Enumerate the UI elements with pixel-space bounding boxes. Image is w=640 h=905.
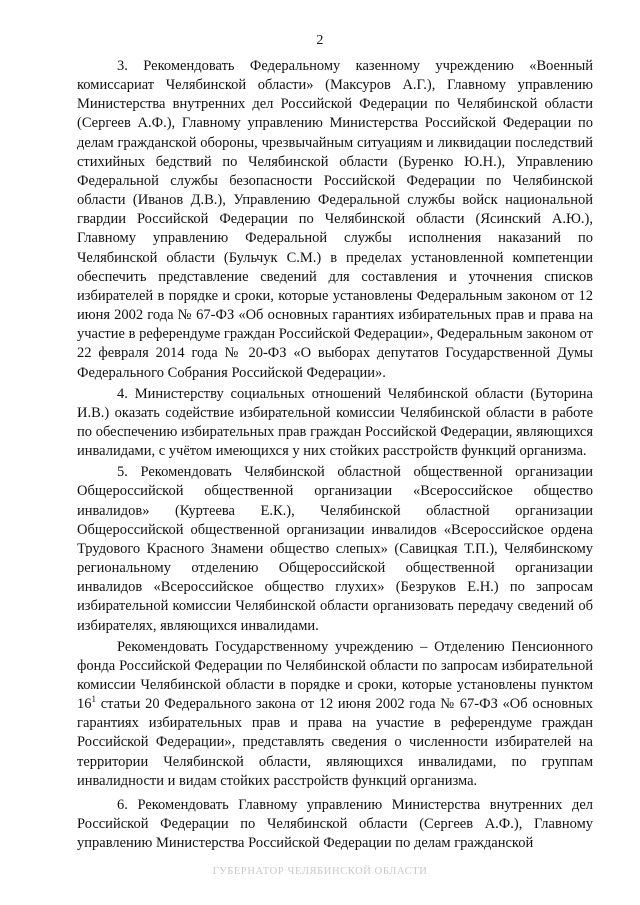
paragraph-pension-fund-text-after: статьи 20 Федерального закона от 12 июня 2002 года № 67-ФЗ «Об основных гарантиях избирательных прав и права на участие в референдуме граждан Российской Федерации», представлять сведения о численности избирателей на территории Челябинской области, являющихся инвалидами, по группам инвалидности и видам стойких расстройств функций организма. <box>77 696 593 789</box>
paragraph-6: 6. Рекомендовать Главному управлению Министерства внутренних дел Российской Федерации по Челябинской области (Сергеев А.Ф.), Главному управлению Министерства Российской Федерации по делам гражданской <box>77 796 593 852</box>
paragraph-5: 5. Рекомендовать Челябинской областной общественной организации Общероссийской общественной организации «Всероссийское общество инвалидов» (Куртеева Е.К.), Челябинской областной организации Общероссийской общественной организации инвалидов «Всероссийское ордена Трудового Красного Знамени общество слепых» (Савицкая Т.П.), Челябинскому региональному отделению Общероссийской общественной организации инвалидов «Всероссийское общество глухих» (Безруков Е.Н.) по запросам избирательной комиссии Челябинской области организовать передачу сведений об избирателях, являющихся инвалидами. <box>77 464 593 634</box>
paragraph-pension-fund <box>77 638 593 791</box>
paragraph-pension-fund-text-before: Рекомендовать Государственному учреждению – Отделению Пенсионного фонда Российской Федерации по Челябинской области по запросам избирательной комиссии Челябинской области в порядке и сроки, которые установлены пунктом 16 <box>77 638 593 713</box>
page-number: 2 <box>316 33 324 48</box>
paragraph-3: 3. Рекомендовать Федеральному казенному учреждению «Военный комиссариат Челябинской области» (Максуров А.Г.), Главному управлению Министерства внутренних дел Российской Федерации по Челябинской области (Сергеев А.Ф.), Главному управлению Министерства Российской Федерации по делам гражданской обороны, чрезвычайным ситуациям и ликвидации последствий стихийных бедствий по Челябинской области (Буренко Ю.Н.), Управлению Федеральной службы безопасности Российской Федерации по Челябинской области (Иванов Д.В.), Управлению Федеральной службы войск национальной гвардии Российской Федерации по Челябинской области (Ясинский А.Ю.), Главному управлению Федеральной службы исполнения наказаний по Челябинской области (Бульчук С.М.) в пределах установленной компетенции обеспечить представление сведений для составления и уточнения списков избирателей в порядке и сроки, которые установлены Федеральным законом от 12 июня 2002 года № 67-ФЗ «Об основных гарантиях избирательных прав и права на участие в референдуме граждан Российской Федерации», Федеральным законом от 22 февраля 2014 года № 20-ФЗ «О выборах депутатов Государственной Думы Федерального Собрания Российской Федерации». <box>77 58 593 381</box>
document-body <box>77 57 593 853</box>
paragraph-4: 4. Министерству социальных отношений Челябинской области (Буторина И.В.) оказать содействие избирательной комиссии Челябинской области в работе по обеспечению избирательных прав граждан Российской Федерации, являющихся инвалидами, с учётом имеющихся у них стойких расстройств функций организма. <box>77 385 593 460</box>
paragraph-pension-fund-superscript: 1 <box>91 694 96 705</box>
footer-watermark: ГУБЕРНАТОР ЧЕЛЯБИНСКОЙ ОБЛАСТИ <box>212 866 428 877</box>
